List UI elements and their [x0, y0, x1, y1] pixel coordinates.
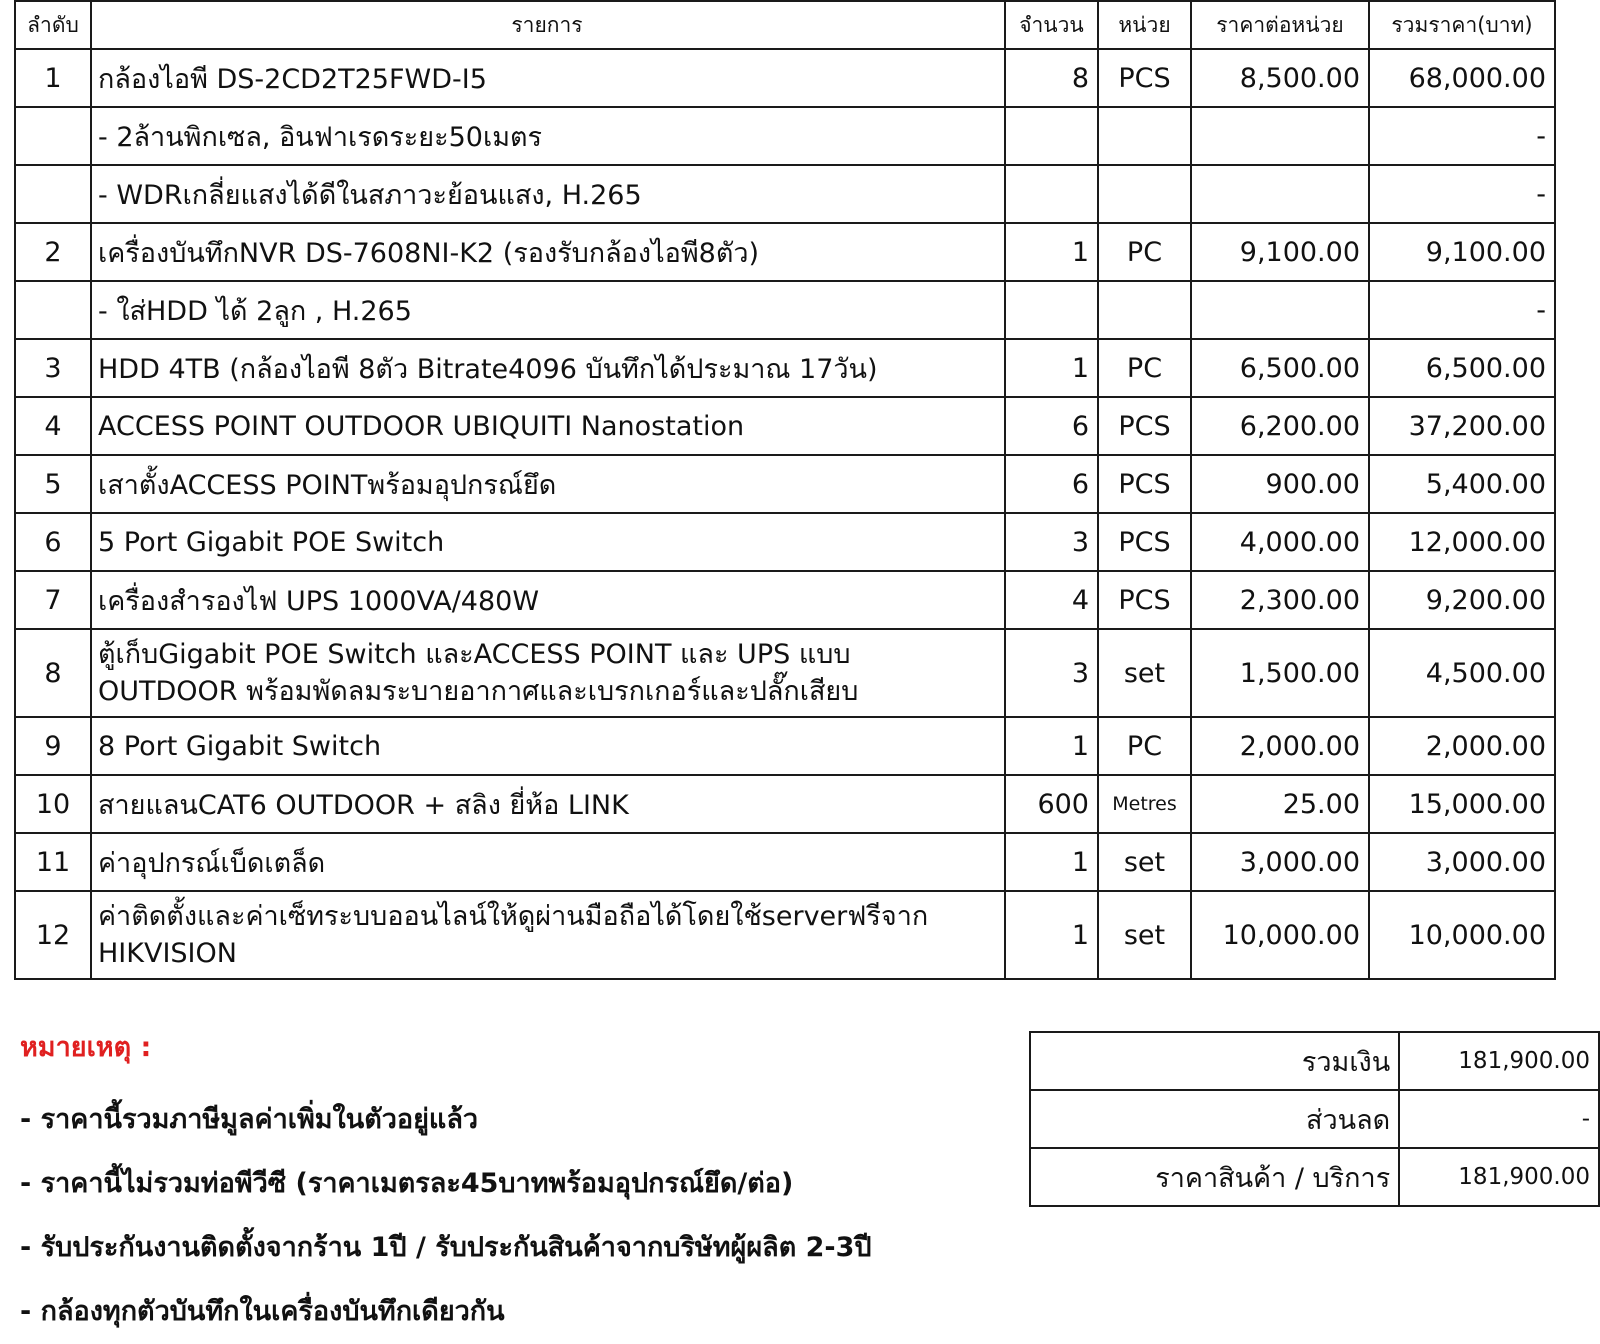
item-total: 2,000.00: [1369, 717, 1555, 775]
grand-total-value: 181,900.00: [1399, 1148, 1599, 1206]
item-unit: PC: [1098, 717, 1191, 775]
item-unit-price: 2,300.00: [1191, 571, 1369, 629]
header-no: ลำดับ: [15, 1, 91, 49]
quotation-table: [14, 0, 1556, 980]
table-row: [15, 571, 1555, 629]
item-unit: [1098, 165, 1191, 223]
row-number: 10: [15, 775, 91, 833]
item-description: - WDRเกลี่ยแสงได้ดีในสภาวะย้อนแสง, H.265: [91, 165, 1005, 223]
item-total: -: [1369, 281, 1555, 339]
item-total: 4,500.00: [1369, 629, 1555, 717]
discount-label: ส่วนลด: [1030, 1090, 1399, 1148]
table-row: [15, 339, 1555, 397]
item-quantity: 8: [1005, 49, 1098, 107]
item-unit-price: [1191, 165, 1369, 223]
row-number: 1: [15, 49, 91, 107]
item-unit: set: [1098, 833, 1191, 891]
item-total: 12,000.00: [1369, 513, 1555, 571]
row-number: 8: [15, 629, 91, 717]
row-number: 9: [15, 717, 91, 775]
row-number: 3: [15, 339, 91, 397]
summary-row-subtotal: [1030, 1032, 1599, 1090]
table-row: [15, 833, 1555, 891]
row-number: 4: [15, 397, 91, 455]
item-unit: PCS: [1098, 455, 1191, 513]
item-unit: Metres: [1098, 775, 1191, 833]
item-quantity: 1: [1005, 717, 1098, 775]
item-unit: PCS: [1098, 571, 1191, 629]
item-description: เสาตั้งACCESS POINTพร้อมอุปกรณ์ยึด: [91, 455, 1005, 513]
subtotal-value: 181,900.00: [1399, 1032, 1599, 1090]
item-unit: PCS: [1098, 397, 1191, 455]
item-description: - ใส่HDD ได้ 2ลูก , H.265: [91, 281, 1005, 339]
table-row: [15, 717, 1555, 775]
item-unit-price: 3,000.00: [1191, 833, 1369, 891]
row-number: 6: [15, 513, 91, 571]
item-quantity: 6: [1005, 397, 1098, 455]
table-row: [15, 775, 1555, 833]
row-number: 11: [15, 833, 91, 891]
item-unit-price: 900.00: [1191, 455, 1369, 513]
item-unit: [1098, 281, 1191, 339]
notes-section: [20, 1028, 872, 1344]
item-quantity: [1005, 107, 1098, 165]
item-total: -: [1369, 165, 1555, 223]
item-description: เครื่องบันทึกNVR DS-7608NI-K2 (รองรับกล้องไอพี8ตัว): [91, 223, 1005, 281]
item-unit: set: [1098, 891, 1191, 979]
item-quantity: 1: [1005, 223, 1098, 281]
note-line: - รับประกันงานติดตั้งจากร้าน 1ปี / รับประกันสินค้าจากบริษัทผู้ผลิต 2-3ปี: [20, 1232, 872, 1263]
item-description: 8 Port Gigabit Switch: [91, 717, 1005, 775]
item-unit: PC: [1098, 223, 1191, 281]
item-total: 15,000.00: [1369, 775, 1555, 833]
table-row: [15, 455, 1555, 513]
table-row: [15, 165, 1555, 223]
item-total: 3,000.00: [1369, 833, 1555, 891]
table-row: [15, 49, 1555, 107]
row-number: 2: [15, 223, 91, 281]
row-number: [15, 165, 91, 223]
item-total: 68,000.00: [1369, 49, 1555, 107]
table-header-row: [15, 1, 1555, 49]
table-row: [15, 629, 1555, 717]
item-total: 9,200.00: [1369, 571, 1555, 629]
item-description: ตู้เก็บGigabit POE Switch และACCESS POINT และ UPS แบบ OUTDOOR พร้อมพัดลมระบายอากาศและเบรกเกอร์และปลั๊กเสียบ: [91, 629, 1005, 717]
item-quantity: 1: [1005, 891, 1098, 979]
item-quantity: 6: [1005, 455, 1098, 513]
item-description: สายแลนCAT6 OUTDOOR + สลิง ยี่ห้อ LINK: [91, 775, 1005, 833]
item-unit: PC: [1098, 339, 1191, 397]
item-total: 10,000.00: [1369, 891, 1555, 979]
item-unit-price: [1191, 281, 1369, 339]
note-line: - ราคานี้รวมภาษีมูลค่าเพิ่มในตัวอยู่แล้ว: [20, 1104, 479, 1135]
item-description: ACCESS POINT OUTDOOR UBIQUITI Nanostation: [91, 397, 1005, 455]
table-row: [15, 397, 1555, 455]
item-unit-price: 6,200.00: [1191, 397, 1369, 455]
item-total: 6,500.00: [1369, 339, 1555, 397]
table-row: [15, 281, 1555, 339]
item-unit-price: 9,100.00: [1191, 223, 1369, 281]
header-description: รายการ: [91, 1, 1005, 49]
item-unit-price: [1191, 107, 1369, 165]
header-unit-price: ราคาต่อหน่วย: [1191, 1, 1369, 49]
item-unit-price: 10,000.00: [1191, 891, 1369, 979]
item-total: 5,400.00: [1369, 455, 1555, 513]
item-description: เครื่องสำรองไฟ UPS 1000VA/480W: [91, 571, 1005, 629]
table-row: [15, 223, 1555, 281]
item-description: HDD 4TB (กล้องไอพี 8ตัว Bitrate4096 บันทึกได้ประมาณ 17วัน): [91, 339, 1005, 397]
row-number: 7: [15, 571, 91, 629]
item-quantity: [1005, 165, 1098, 223]
row-number: [15, 281, 91, 339]
item-description: ค่าติดตั้งและค่าเซ็ทระบบออนไลน์ให้ดูผ่านมือถือได้โดยใช้serverฟรีจาก HIKVISION: [91, 891, 1005, 979]
item-unit-price: 6,500.00: [1191, 339, 1369, 397]
item-quantity: 3: [1005, 629, 1098, 717]
item-total: 37,200.00: [1369, 397, 1555, 455]
item-description: - 2ล้านพิกเซล, อินฟาเรดระยะ50เมตร: [91, 107, 1005, 165]
item-quantity: 4: [1005, 571, 1098, 629]
note-line: - ราคานี้ไม่รวมท่อพีวีซี (ราคาเมตรละ45บาทพร้อมอุปกรณ์ยึด/ต่อ): [20, 1168, 794, 1199]
table-row: [15, 891, 1555, 979]
subtotal-label: รวมเงิน: [1030, 1032, 1399, 1090]
item-total: 9,100.00: [1369, 223, 1555, 281]
item-unit: PCS: [1098, 49, 1191, 107]
item-quantity: 1: [1005, 833, 1098, 891]
summary-table: [1029, 1031, 1600, 1207]
item-total: -: [1369, 107, 1555, 165]
grand-total-label: ราคาสินค้า / บริการ: [1030, 1148, 1399, 1206]
discount-value: -: [1399, 1090, 1599, 1148]
table-body: [15, 49, 1555, 979]
item-unit: PCS: [1098, 513, 1191, 571]
item-quantity: 1: [1005, 339, 1098, 397]
header-total: รวมราคา(บาท): [1369, 1, 1555, 49]
item-quantity: [1005, 281, 1098, 339]
item-description: กล้องไอพี DS-2CD2T25FWD-I5: [91, 49, 1005, 107]
summary-row-grand-total: [1030, 1148, 1599, 1206]
row-number: 12: [15, 891, 91, 979]
item-unit-price: 1,500.00: [1191, 629, 1369, 717]
row-number: [15, 107, 91, 165]
table-row: [15, 107, 1555, 165]
note-line: - กล้องทุกตัวบันทึกในเครื่องบันทึกเดียวกัน: [20, 1296, 505, 1327]
table-row: [15, 513, 1555, 571]
summary-row-discount: [1030, 1090, 1599, 1148]
item-unit-price: 2,000.00: [1191, 717, 1369, 775]
item-unit: [1098, 107, 1191, 165]
header-quantity: จำนวน: [1005, 1, 1098, 49]
item-description: 5 Port Gigabit POE Switch: [91, 513, 1005, 571]
item-unit-price: 25.00: [1191, 775, 1369, 833]
item-quantity: 600: [1005, 775, 1098, 833]
item-unit: set: [1098, 629, 1191, 717]
item-unit-price: 4,000.00: [1191, 513, 1369, 571]
header-unit: หน่วย: [1098, 1, 1191, 49]
row-number: 5: [15, 455, 91, 513]
item-description: ค่าอุปกรณ์เบ็ดเตล็ด: [91, 833, 1005, 891]
item-unit-price: 8,500.00: [1191, 49, 1369, 107]
item-quantity: 3: [1005, 513, 1098, 571]
notes-title: หมายเหตุ :: [20, 1032, 152, 1063]
